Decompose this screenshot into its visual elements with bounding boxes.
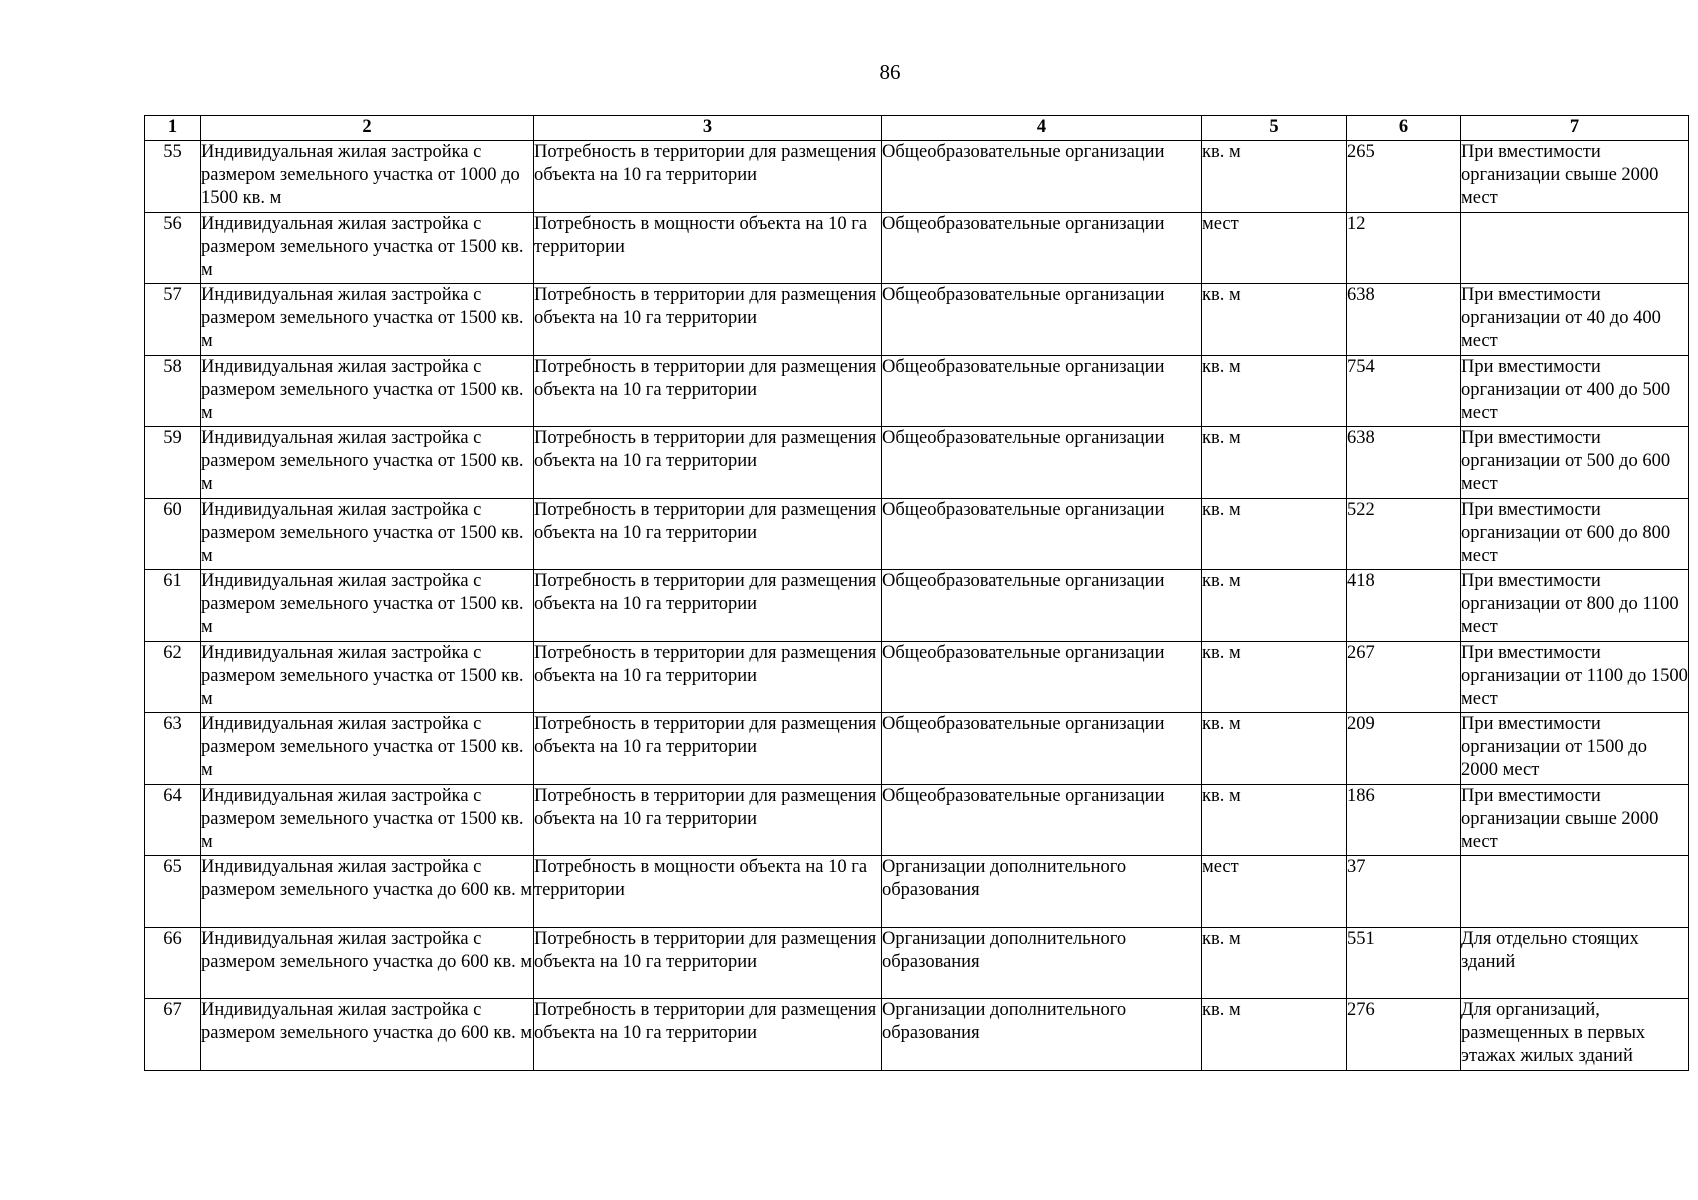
value-cell: 638	[1347, 284, 1461, 356]
facility-type-cell: Общеобразовательные организации	[882, 427, 1202, 499]
column-header: 6	[1347, 116, 1461, 141]
requirement-cell: Потребность в территории для размещения объекта на 10 га территории	[534, 355, 882, 427]
row-number-cell: 56	[145, 212, 201, 284]
requirement-cell: Потребность в территории для размещения объекта на 10 га территории	[534, 999, 882, 1071]
unit-cell: кв. м	[1202, 498, 1347, 570]
requirement-cell: Потребность в мощности объекта на 10 га территории	[534, 856, 882, 928]
column-header: 2	[201, 116, 534, 141]
requirement-cell: Потребность в территории для размещения объекта на 10 га территории	[534, 427, 882, 499]
value-cell: 551	[1347, 927, 1461, 999]
table-row	[145, 713, 1689, 785]
unit-cell: кв. м	[1202, 784, 1347, 856]
value-cell: 209	[1347, 713, 1461, 785]
table-row	[145, 427, 1689, 499]
table-row	[145, 355, 1689, 427]
row-number-cell: 59	[145, 427, 201, 499]
requirement-cell: Потребность в территории для размещения объекта на 10 га территории	[534, 784, 882, 856]
table-row	[145, 498, 1689, 570]
table-row	[145, 570, 1689, 642]
value-cell: 754	[1347, 355, 1461, 427]
development-type-cell: Индивидуальная жилая застройка с размером земельного участка от 1500 кв. м	[201, 427, 534, 499]
note-cell: При вместимости организации от 1500 до 2000 мест	[1461, 713, 1689, 785]
development-type-cell: Индивидуальная жилая застройка с размером земельного участка до 600 кв. м	[201, 999, 534, 1071]
table-row	[145, 927, 1689, 999]
row-number-cell: 64	[145, 784, 201, 856]
unit-cell: мест	[1202, 856, 1347, 928]
row-number-cell: 65	[145, 856, 201, 928]
development-type-cell: Индивидуальная жилая застройка с размером земельного участка до 600 кв. м	[201, 927, 534, 999]
value-cell: 265	[1347, 141, 1461, 213]
note-cell: При вместимости организации от 600 до 800 мест	[1461, 498, 1689, 570]
value-cell: 186	[1347, 784, 1461, 856]
row-number-cell: 58	[145, 355, 201, 427]
unit-cell: кв. м	[1202, 999, 1347, 1071]
requirement-cell: Потребность в территории для размещения объекта на 10 га территории	[534, 713, 882, 785]
row-number-cell: 55	[145, 141, 201, 213]
table-row	[145, 856, 1689, 928]
value-cell: 418	[1347, 570, 1461, 642]
table-row	[145, 284, 1689, 356]
unit-cell: мест	[1202, 212, 1347, 284]
value-cell: 638	[1347, 427, 1461, 499]
facility-type-cell: Общеобразовательные организации	[882, 212, 1202, 284]
column-header: 5	[1202, 116, 1347, 141]
row-number-cell: 57	[145, 284, 201, 356]
unit-cell: кв. м	[1202, 284, 1347, 356]
requirement-cell: Потребность в территории для размещения объекта на 10 га территории	[534, 927, 882, 999]
column-header: 3	[534, 116, 882, 141]
row-number-cell: 63	[145, 713, 201, 785]
facility-type-cell: Общеобразовательные организации	[882, 141, 1202, 213]
note-cell: При вместимости организации от 800 до 1100 мест	[1461, 570, 1689, 642]
note-cell	[1461, 856, 1689, 928]
value-cell: 12	[1347, 212, 1461, 284]
column-header: 1	[145, 116, 201, 141]
development-type-cell: Индивидуальная жилая застройка с размером земельного участка до 600 кв. м	[201, 856, 534, 928]
row-number-cell: 61	[145, 570, 201, 642]
unit-cell: кв. м	[1202, 141, 1347, 213]
facility-type-cell: Организации дополнительного образования	[882, 856, 1202, 928]
table-row	[145, 212, 1689, 284]
requirement-cell: Потребность в территории для размещения объекта на 10 га территории	[534, 498, 882, 570]
development-type-cell: Индивидуальная жилая застройка с размером земельного участка от 1500 кв. м	[201, 355, 534, 427]
development-type-cell: Индивидуальная жилая застройка с размером земельного участка от 1500 кв. м	[201, 784, 534, 856]
row-number-cell: 66	[145, 927, 201, 999]
facility-type-cell: Организации дополнительного образования	[882, 999, 1202, 1071]
standards-table	[144, 115, 1689, 1071]
unit-cell: кв. м	[1202, 713, 1347, 785]
value-cell: 267	[1347, 641, 1461, 713]
facility-type-cell: Общеобразовательные организации	[882, 641, 1202, 713]
development-type-cell: Индивидуальная жилая застройка с размером земельного участка от 1500 кв. м	[201, 570, 534, 642]
requirement-cell: Потребность в территории для размещения объекта на 10 га территории	[534, 570, 882, 642]
facility-type-cell: Общеобразовательные организации	[882, 713, 1202, 785]
development-type-cell: Индивидуальная жилая застройка с размером земельного участка от 1000 до 1500 кв. м	[201, 141, 534, 213]
column-header: 4	[882, 116, 1202, 141]
value-cell: 522	[1347, 498, 1461, 570]
unit-cell: кв. м	[1202, 927, 1347, 999]
note-cell: При вместимости организации от 1100 до 1500 мест	[1461, 641, 1689, 713]
facility-type-cell: Общеобразовательные организации	[882, 570, 1202, 642]
column-header: 7	[1461, 116, 1689, 141]
facility-type-cell: Общеобразовательные организации	[882, 355, 1202, 427]
facility-type-cell: Общеобразовательные организации	[882, 284, 1202, 356]
row-number-cell: 60	[145, 498, 201, 570]
note-cell: Для отдельно стоящих зданий	[1461, 927, 1689, 999]
note-cell: При вместимости организации от 500 до 600 мест	[1461, 427, 1689, 499]
note-cell	[1461, 212, 1689, 284]
table-row	[145, 641, 1689, 713]
development-type-cell: Индивидуальная жилая застройка с размером земельного участка от 1500 кв. м	[201, 641, 534, 713]
note-cell: При вместимости организации от 400 до 500 мест	[1461, 355, 1689, 427]
page-number: 86	[879, 60, 901, 84]
requirement-cell: Потребность в территории для размещения объекта на 10 га территории	[534, 284, 882, 356]
development-type-cell: Индивидуальная жилая застройка с размером земельного участка от 1500 кв. м	[201, 212, 534, 284]
table-header-row	[145, 116, 1689, 141]
facility-type-cell: Общеобразовательные организации	[882, 498, 1202, 570]
facility-type-cell: Общеобразовательные организации	[882, 784, 1202, 856]
development-type-cell: Индивидуальная жилая застройка с размером земельного участка от 1500 кв. м	[201, 713, 534, 785]
table-row	[145, 784, 1689, 856]
requirement-cell: Потребность в территории для размещения объекта на 10 га территории	[534, 141, 882, 213]
requirement-cell: Потребность в мощности объекта на 10 га территории	[534, 212, 882, 284]
development-type-cell: Индивидуальная жилая застройка с размером земельного участка от 1500 кв. м	[201, 498, 534, 570]
unit-cell: кв. м	[1202, 641, 1347, 713]
unit-cell: кв. м	[1202, 570, 1347, 642]
value-cell: 37	[1347, 856, 1461, 928]
note-cell: При вместимости организации свыше 2000 мест	[1461, 784, 1689, 856]
facility-type-cell: Организации дополнительного образования	[882, 927, 1202, 999]
note-cell: При вместимости организации от 40 до 400 мест	[1461, 284, 1689, 356]
value-cell: 276	[1347, 999, 1461, 1071]
table-row	[145, 999, 1689, 1071]
table-row	[145, 141, 1689, 213]
row-number-cell: 67	[145, 999, 201, 1071]
row-number-cell: 62	[145, 641, 201, 713]
development-type-cell: Индивидуальная жилая застройка с размером земельного участка от 1500 кв. м	[201, 284, 534, 356]
requirement-cell: Потребность в территории для размещения объекта на 10 га территории	[534, 641, 882, 713]
unit-cell: кв. м	[1202, 355, 1347, 427]
unit-cell: кв. м	[1202, 427, 1347, 499]
note-cell: При вместимости организации свыше 2000 мест	[1461, 141, 1689, 213]
note-cell: Для организаций, размещенных в первых этажах жилых зданий	[1461, 999, 1689, 1071]
